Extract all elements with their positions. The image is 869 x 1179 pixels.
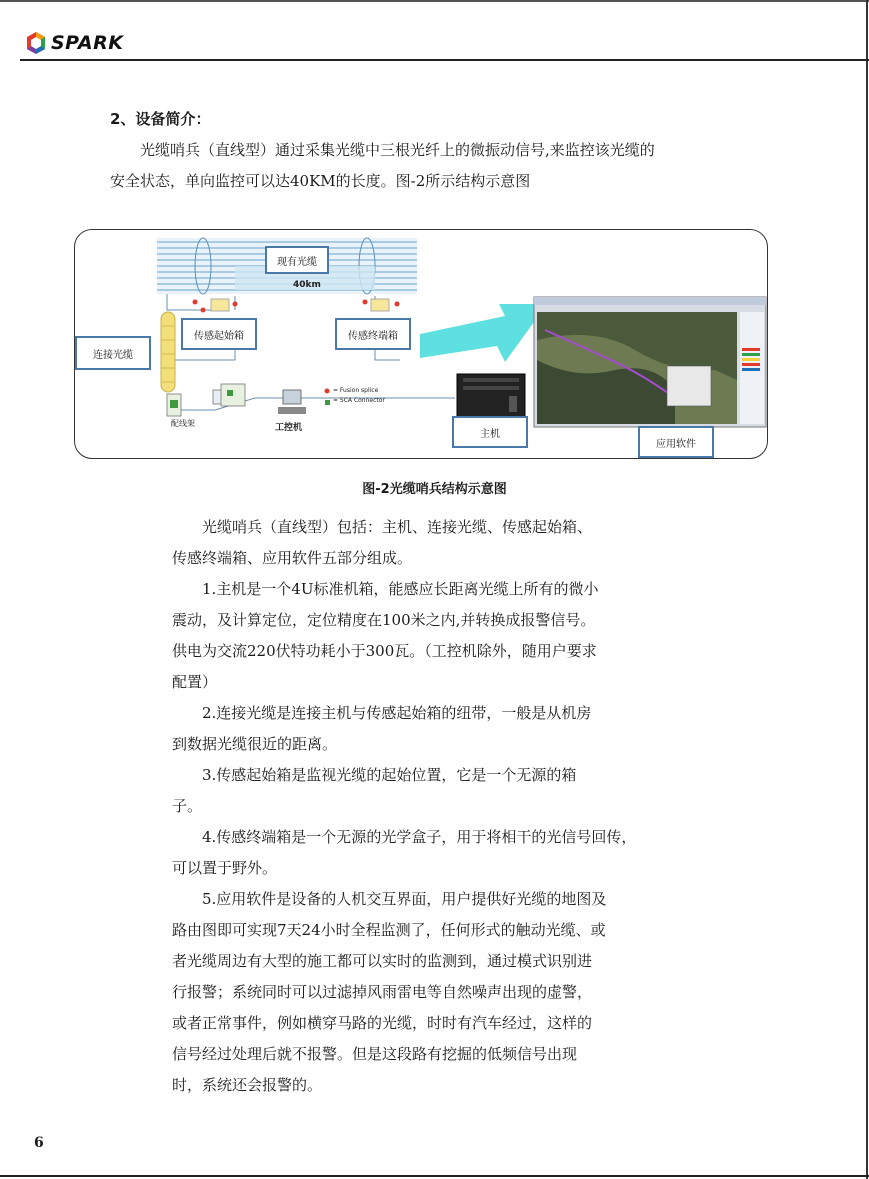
body-line: 供电为交流220伏特功耗小于300瓦。（工控机除外，随用户要求 xyxy=(172,642,597,660)
label-ipc: 工控机 xyxy=(275,423,303,433)
app-software-screenshot xyxy=(534,297,766,427)
page-right-border xyxy=(866,0,868,1179)
legend-sca-connector: = SCA Connector xyxy=(333,397,385,404)
body-line: 光缆哨兵（直线型）包括：主机、连接光缆、传感起始箱、 xyxy=(202,518,593,536)
label-sensor-end-box: 传感终端箱 xyxy=(335,318,411,350)
body-components xyxy=(172,512,670,1101)
label-sensor-start-box: 传感起始箱 xyxy=(181,318,257,350)
body-line: 者光缆周边有大型的施工都可以实时的监测到，通过模式识别进 xyxy=(172,952,593,970)
label-connecting-cable: 连接光缆 xyxy=(75,336,151,370)
spark-logo xyxy=(24,30,123,56)
page-number: 6 xyxy=(34,1135,44,1151)
body-line: 可以置于野外。 xyxy=(172,859,278,877)
label-app-software: 应用软件 xyxy=(638,426,714,458)
body-line: 传感终端箱、应用软件五部分组成。 xyxy=(172,549,413,567)
label-host: 主机 xyxy=(452,416,528,448)
intro-line-1: 光缆哨兵（直线型）通过采集光缆中三根光纤上的微振动信号,来监控该光缆的 xyxy=(140,141,655,159)
body-line: 或者正常事件，例如横穿马路的光缆，时时有汽车经过，这样的 xyxy=(172,1014,593,1032)
body-line: 1.主机是一个4U标准机箱，能感应长距离光缆上所有的微小 xyxy=(202,580,599,598)
label-distance: 40km xyxy=(293,280,321,290)
intro-paragraph xyxy=(110,135,740,197)
label-existing-cable: 现有光缆 xyxy=(265,246,329,274)
logo-text: SPARK xyxy=(51,32,124,54)
legend-fusion-splice: = Fusion splice xyxy=(333,387,379,394)
body-line: 3.传感起始箱是监视光缆的起始位置，它是一个无源的箱 xyxy=(202,766,577,784)
body-line: 4.传感终端箱是一个无源的光学盒子，用于将相干的光信号回传， xyxy=(202,828,637,846)
intro-line-2: 安全状态，单向监控可以达40KM的长度。图-2所示结构示意图 xyxy=(110,172,531,190)
body-line: 配置） xyxy=(172,673,218,691)
structure-diagram xyxy=(74,229,768,459)
body-line: 时，系统还会报警的。 xyxy=(172,1076,323,1094)
body-line: 行报警；系统同时可以过滤掉风雨雷电等自然噪声出现的虚警， xyxy=(172,983,593,1001)
page-top-border xyxy=(0,0,869,2)
footer-rule xyxy=(0,1175,869,1177)
section-heading: 2、设备简介： xyxy=(110,110,211,128)
body-line: 震动，及计算定位，定位精度在100米之内,并转换成报警信号。 xyxy=(172,611,596,629)
body-line: 2.连接光缆是连接主机与传感起始箱的纽带，一般是从机房 xyxy=(202,704,592,722)
signal-arrow xyxy=(420,304,547,362)
body-line: 5.应用软件是设备的人机交互界面，用户提供好光缆的地图及 xyxy=(202,890,607,908)
spark-logo-icon xyxy=(24,31,48,55)
body-line: 信号经过处理后就不报警。但是这段路有挖掘的低频信号出现 xyxy=(172,1045,578,1063)
body-line: 子。 xyxy=(172,797,203,815)
figure-caption: 图-2光缆哨兵结构示意图 xyxy=(362,482,507,497)
body-line: 到数据光缆很近的距离。 xyxy=(172,735,338,753)
header-rule xyxy=(20,59,869,61)
label-patch-frame: 配线架 xyxy=(171,419,195,428)
body-line: 路由图即可实现7天24小时全程监测了，任何形式的触动光缆、或 xyxy=(172,921,606,939)
